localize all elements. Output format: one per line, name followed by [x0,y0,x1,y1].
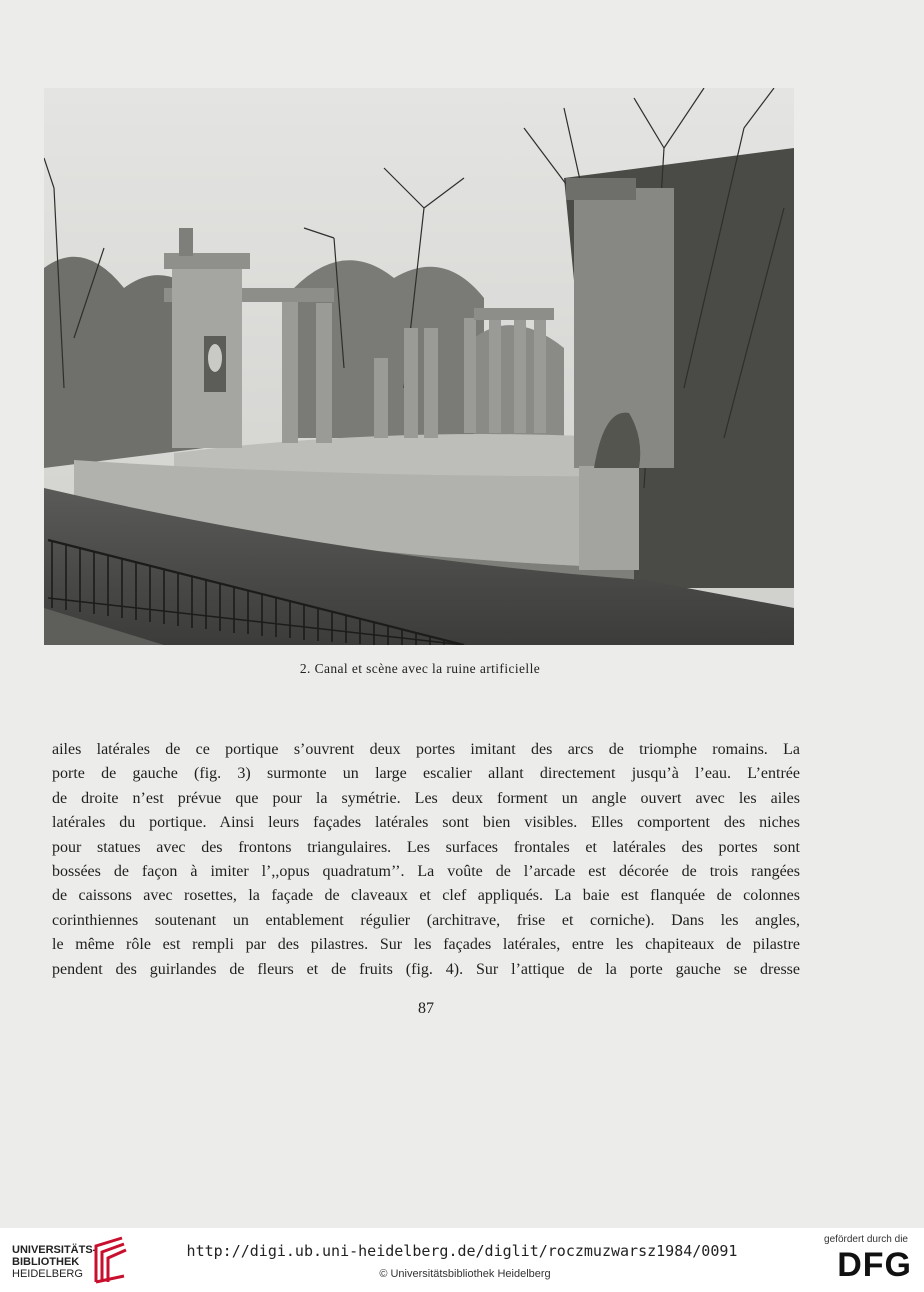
library-name-line1: UNIVERSITÄTS- [12,1244,97,1256]
dfg-logo[interactable]: DFG [837,1246,912,1284]
page-number: 87 [418,1000,434,1017]
text-line: corinthiennes soutenant un entablement régulier (architrave, frise et corniche). Dans les angles, [52,911,800,929]
text-line: porte de gauche (fig. 3) surmonte un large escalier allant directement jusqu’à l’eau. L’entrée [52,765,800,783]
funder-note: gefördert durch die [824,1234,908,1245]
figure-photo [44,88,794,645]
footer-bar [0,1228,924,1292]
text-line: le même rôle est rempli par des pilastres. Sur les façades latérales, entre les chapiteaux de pilastre [52,936,800,954]
text-line: bossées de façon à imiter l’,,opus quadratum’’. La voûte de l’arcade est décorée de trois rangées [52,862,800,880]
text-line: de droite n’est prévue que pour la symétrie. Les deux forment un angle ouvert avec les ailes [52,789,800,807]
text-line: pour statues avec des frontons triangulaires. Les surfaces frontales et latérales des portes sont [52,838,800,856]
body-paragraph [52,738,800,982]
copyright-notice: © Universitätsbibliothek Heidelberg [379,1268,551,1280]
text-line: de caissons avec rosettes, la façade de claveaux et clef appliqués. La baie est flanquée de colonnes [52,887,800,905]
library-name-line3: HEIDELBERG [12,1268,83,1280]
text-line: pendent des guirlandes de fleurs et de fruits (fig. 4). Sur l’attique de la porte gauche se dresse [52,960,800,978]
permalink-url[interactable]: http://digi.ub.uni-heidelberg.de/diglit/roczmuzwarsz1984/0091 [186,1242,738,1260]
library-name-line2: BIBLIOTHEK [12,1256,80,1268]
figure-caption: 2. Canal et scène avec la ruine artificielle [299,661,541,676]
text-line: ailes latérales de ce portique s’ouvrent deux portes imitant des arcs de triomphe romains. La [52,741,800,758]
text-line: latérales du portique. Ainsi leurs façades latérales sont bien visibles. Elles comportent des niches [52,814,800,832]
photo-image [44,88,794,645]
